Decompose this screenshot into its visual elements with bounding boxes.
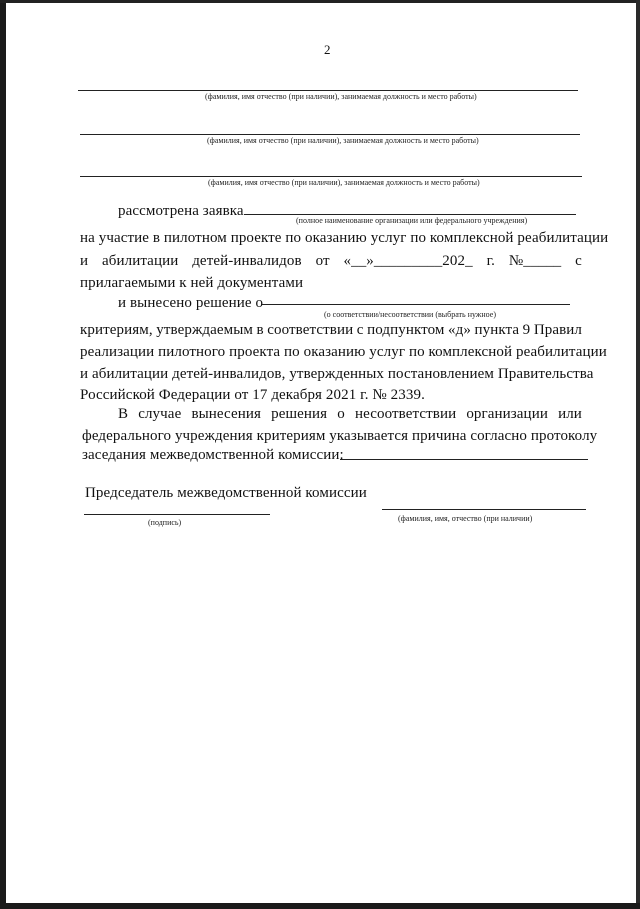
word: вынесения: [191, 406, 262, 422]
reviewed-application-label: рассмотрена заявка: [118, 203, 244, 219]
word: абилитации: [102, 253, 179, 269]
word: детей-инвалидов: [192, 253, 302, 269]
word: г.: [486, 253, 495, 269]
criteria-line-4: Российской Федерации от 17 декабря 2021 г. № 2339.: [80, 387, 425, 403]
body-line-2: [80, 253, 582, 270]
word: соответствии: [267, 322, 354, 338]
word: или: [558, 406, 582, 422]
body-line-1: на участие в пилотном проекте по оказанию услуг по комплексной реабилитации: [80, 230, 609, 246]
fill-line-signature: [84, 514, 270, 515]
word: о: [337, 406, 345, 422]
caption-signature: (подпись): [148, 518, 182, 527]
word: организации: [466, 406, 548, 422]
word: с: [356, 322, 364, 338]
scan-edge: [0, 0, 6, 909]
word: «д»: [448, 322, 471, 338]
criteria-line-1: [80, 322, 582, 339]
word: решения: [271, 406, 328, 422]
nonconform-line-2: федерального учреждения критериям указывается причина согласно протоколу: [82, 428, 598, 444]
fill-line-person-2: [80, 134, 580, 135]
caption-organization: (полное наименование организации или федерального учреждения): [296, 216, 528, 225]
caption-person-2: (фамилия, имя отчество (при наличии), занимаемая должность и место работы): [207, 136, 479, 145]
word: в: [256, 322, 264, 338]
caption-person-1: (фамилия, имя отчество (при наличии), занимаемая должность и место работы): [205, 92, 477, 101]
chairman-title: Председатель межведомственной комиссии: [85, 485, 367, 501]
fill-line-reason: [340, 459, 588, 460]
word: критериям,: [80, 322, 153, 338]
word: с: [575, 253, 582, 269]
caption-chairman-name: (фамилия, имя, отчество (при наличии): [398, 514, 533, 523]
scan-edge: [0, 0, 640, 3]
date-blank: «__»_________202_: [343, 253, 473, 269]
number-blank: №_____: [508, 253, 562, 269]
word: утверждаемым: [156, 322, 254, 338]
nonconform-line-3: заседания межведомственной комиссии:: [82, 447, 344, 463]
word: В: [118, 406, 129, 422]
fill-line-person-1: [78, 90, 578, 91]
decision-label: и вынесено решение о: [118, 295, 264, 311]
word: Правил: [533, 322, 582, 338]
word: 9: [522, 322, 531, 338]
fill-line-organization: [244, 214, 576, 215]
fill-line-chairman-name: [382, 509, 586, 510]
scan-edge: [636, 0, 640, 909]
body-line-3: прилагаемыми к ней документами: [80, 275, 304, 291]
caption-decision: (о соответствии/несоответствии (выбрать нужное): [324, 310, 496, 319]
page-number: 2: [324, 42, 331, 57]
fill-line-person-3: [80, 176, 582, 177]
word: подпунктом: [367, 322, 445, 338]
criteria-line-2: реализации пилотного проекта по оказанию услуг по комплексной реабилитации: [80, 344, 607, 360]
word: пункта: [474, 322, 520, 338]
nonconform-line-1: [118, 406, 582, 423]
criteria-line-3: и абилитации детей-инвалидов, утвержденных постановлением Правительства: [80, 366, 594, 382]
word: и: [80, 253, 89, 269]
caption-person-3: (фамилия, имя отчество (при наличии), занимаемая должность и место работы): [208, 178, 480, 187]
word: случае: [138, 406, 182, 422]
word: от: [315, 253, 330, 269]
fill-line-decision: [262, 304, 570, 305]
word: несоответствии: [354, 406, 457, 422]
scan-edge: [0, 903, 640, 909]
